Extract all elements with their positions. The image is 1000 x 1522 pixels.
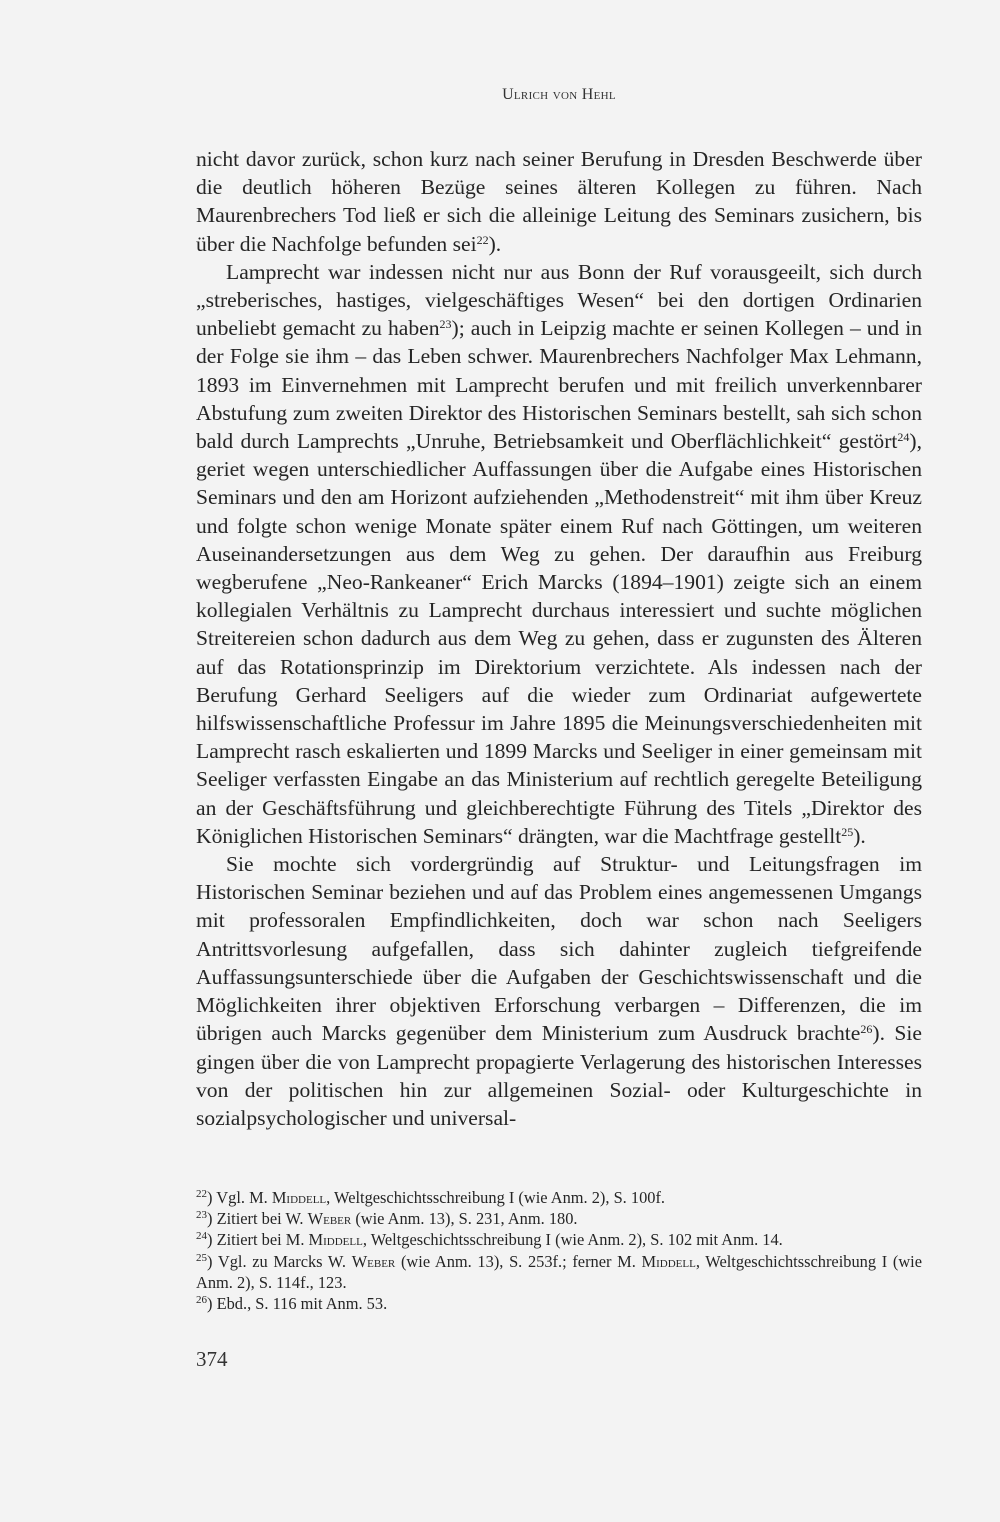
footnote-25: [196, 1251, 922, 1293]
footnote-ref-24: 24: [897, 430, 910, 445]
footnote-author: Middell: [308, 1230, 363, 1250]
footnote-ref-22: 22: [476, 232, 489, 247]
paragraph-2-text-b: ); auch in Leipzig machte er seinen Kollegen – und in der Folge sie ihm – das Leben schwer. Maurenbrechers Nachfolger Max Lehmann, 1893 im Einvernehmen mit Lamprecht berufen und mit freilich unverkennbarer Abstufung zum zweiten Direktor des Historischen Seminars bestellt, sah sich schon bald durch Lamprechts „Unruhe, Betriebsamkeit und Oberflächlichkeit“ gestört: [196, 316, 923, 454]
running-head: [196, 86, 922, 104]
footnote-ref-25: 25: [841, 824, 854, 839]
footnote-text: , Weltgeschichtsschreibung I (wie Anm. 2), S. 114f., 123.: [196, 1251, 922, 1292]
footnote-text: Zitiert bei W.: [216, 1209, 308, 1229]
footnote-paren: ): [207, 1230, 213, 1250]
paragraph-1-text: nicht davor zurück, schon kurz nach seiner Berufung in Dresden Beschwerde über die deutlich höheren Bezüge seines älteren Kollegen zu führen. Nach Maurenbrechers Tod ließ er sich die alleinige Leitung des Seminars zusichern, bis über die Nachfolge befunden sei: [196, 147, 922, 256]
footnote-number: 23: [196, 1209, 207, 1222]
footnote-author: Middell: [641, 1251, 696, 1271]
footnote-text: , Weltgeschichtsschreibung I (wie Anm. 2), S. 100f.: [326, 1188, 666, 1207]
footnote-author: Middell: [271, 1188, 327, 1207]
paragraph-2-text-c: ), geriet wegen unterschiedlicher Auffassungen über die Aufgabe eines Historischen Seminars und den am Horizont aufziehenden „Methodenstreit“ mit ihm über Kreuz und folgte schon wenige Monate später einem Ruf nach Göttingen, um weiteren Auseinandersetzungen aus dem Weg zu gehen. Der daraufhin aus Freiburg wegberufene „Neo-Rankeaner“ Erich Marcks (1894–1901) zeigte sich an einem kollegialen Verhältnis zu Lamprecht durchaus interessiert und suchte möglichen Streitereien schon dadurch aus dem Weg zu gehen, dass er zugunsten des Älteren auf das Rotationsprinzip im Direktorium verzichtete. Als indessen nach der Berufung Gerhard Seeligers auf die wieder zum Ordinariat aufgewertete hilfswissenschaftliche Professur im Jahre 1895 die Meinungsverschiedenheiten mit Lamprecht rasch eskalierten und 1899 Marcks und Seeliger in einer gemeinsam mit Seeliger verfassten Eingabe an das Ministerium auf rechtlich geregelte Beteiligung an der Geschäftsführung und gleichberechtigte Führung des Titels „Direktor des Königlichen Historischen Seminars“ drängten, war die Machtfrage gestellt: [196, 429, 922, 848]
footnote-paren: ): [207, 1209, 213, 1229]
footnote-paren: ): [207, 1251, 213, 1271]
paragraph-1: [196, 145, 922, 258]
footnote-author: Weber: [307, 1209, 352, 1229]
page-number: 374: [196, 1347, 228, 1371]
footnote-author: Weber: [351, 1251, 396, 1271]
paragraph-1-text-end: ).: [488, 231, 502, 256]
paragraph-2: [196, 258, 922, 850]
paragraph-3: [196, 850, 922, 1132]
footnote-22: [196, 1187, 922, 1208]
paragraph-2-text-d: ).: [853, 823, 866, 848]
footnote-number: 26: [196, 1294, 207, 1307]
paragraph-3-text-b: ). Sie gingen über die von Lamprecht propagierte Verlagerung des historischen Interesses von der politischen hin zur allgemeinen Sozial- oder Kulturgeschichte in sozialpsychologischer und universal-: [196, 1021, 922, 1130]
footnote-number: 25: [196, 1251, 207, 1264]
footnote-text: Vgl. M.: [216, 1188, 272, 1207]
footnote-number: 24: [196, 1230, 207, 1243]
footnote-text: , Weltgeschichtsschreibung I (wie Anm. 2), S. 102 mit Anm. 14.: [362, 1230, 783, 1250]
main-text: [196, 145, 922, 1132]
footnote-text: (wie Anm. 13), S. 231, Anm. 180.: [351, 1209, 578, 1229]
footnote-paren: ): [207, 1294, 213, 1314]
running-head-von: von: [552, 86, 578, 103]
footnote-paren: ): [207, 1188, 213, 1207]
footnote-24: [196, 1229, 922, 1250]
footnote-text: Zitiert bei M.: [216, 1230, 309, 1250]
footnote-ref-26: 26: [860, 1022, 873, 1037]
paragraph-2-text-a: Lamprecht war indessen nicht nur aus Bonn der Ruf vorausgeeilt, sich durch „streberisches, hastiges, vielgeschäftiges Wesen“ bei den dortigen Ordinarien unbeliebt gemacht zu haben: [196, 259, 922, 341]
footnote-26: [196, 1293, 922, 1314]
footnote-text: (wie Anm. 13), S. 253f.; ferner M.: [395, 1251, 642, 1271]
running-head-last-name: Hehl: [581, 86, 616, 103]
footnote-ref-23: 23: [439, 317, 452, 332]
footnote-number: 22: [196, 1188, 207, 1200]
footnote-text: Ebd., S. 116 mit Anm. 53.: [216, 1294, 388, 1314]
footnote-23: [196, 1208, 922, 1229]
running-head-first-name: Ulrich: [502, 86, 549, 103]
footnote-text: Vgl. zu Marcks W.: [217, 1251, 352, 1271]
paragraph-3-text-a: Sie mochte sich vordergründig auf Struktur- und Leitungsfragen im Historischen Seminar beziehen und auf das Problem eines angemessenen Umgangs mit professoralen Empfindlichkeiten, doch war schon nach Seeligers Antrittsvorlesung aufgefallen, dass sich dahinter zugleich tiefgreifende Auffassungsunterschiede über die Aufgaben der Geschichtswissenschaft und die Möglichkeiten ihrer objektiven Erforschung verbargen – Differenzen, die im übrigen auch Marcks gegenüber dem Ministerium zum Ausdruck brachte: [196, 852, 922, 1046]
footnotes: [196, 1187, 922, 1314]
